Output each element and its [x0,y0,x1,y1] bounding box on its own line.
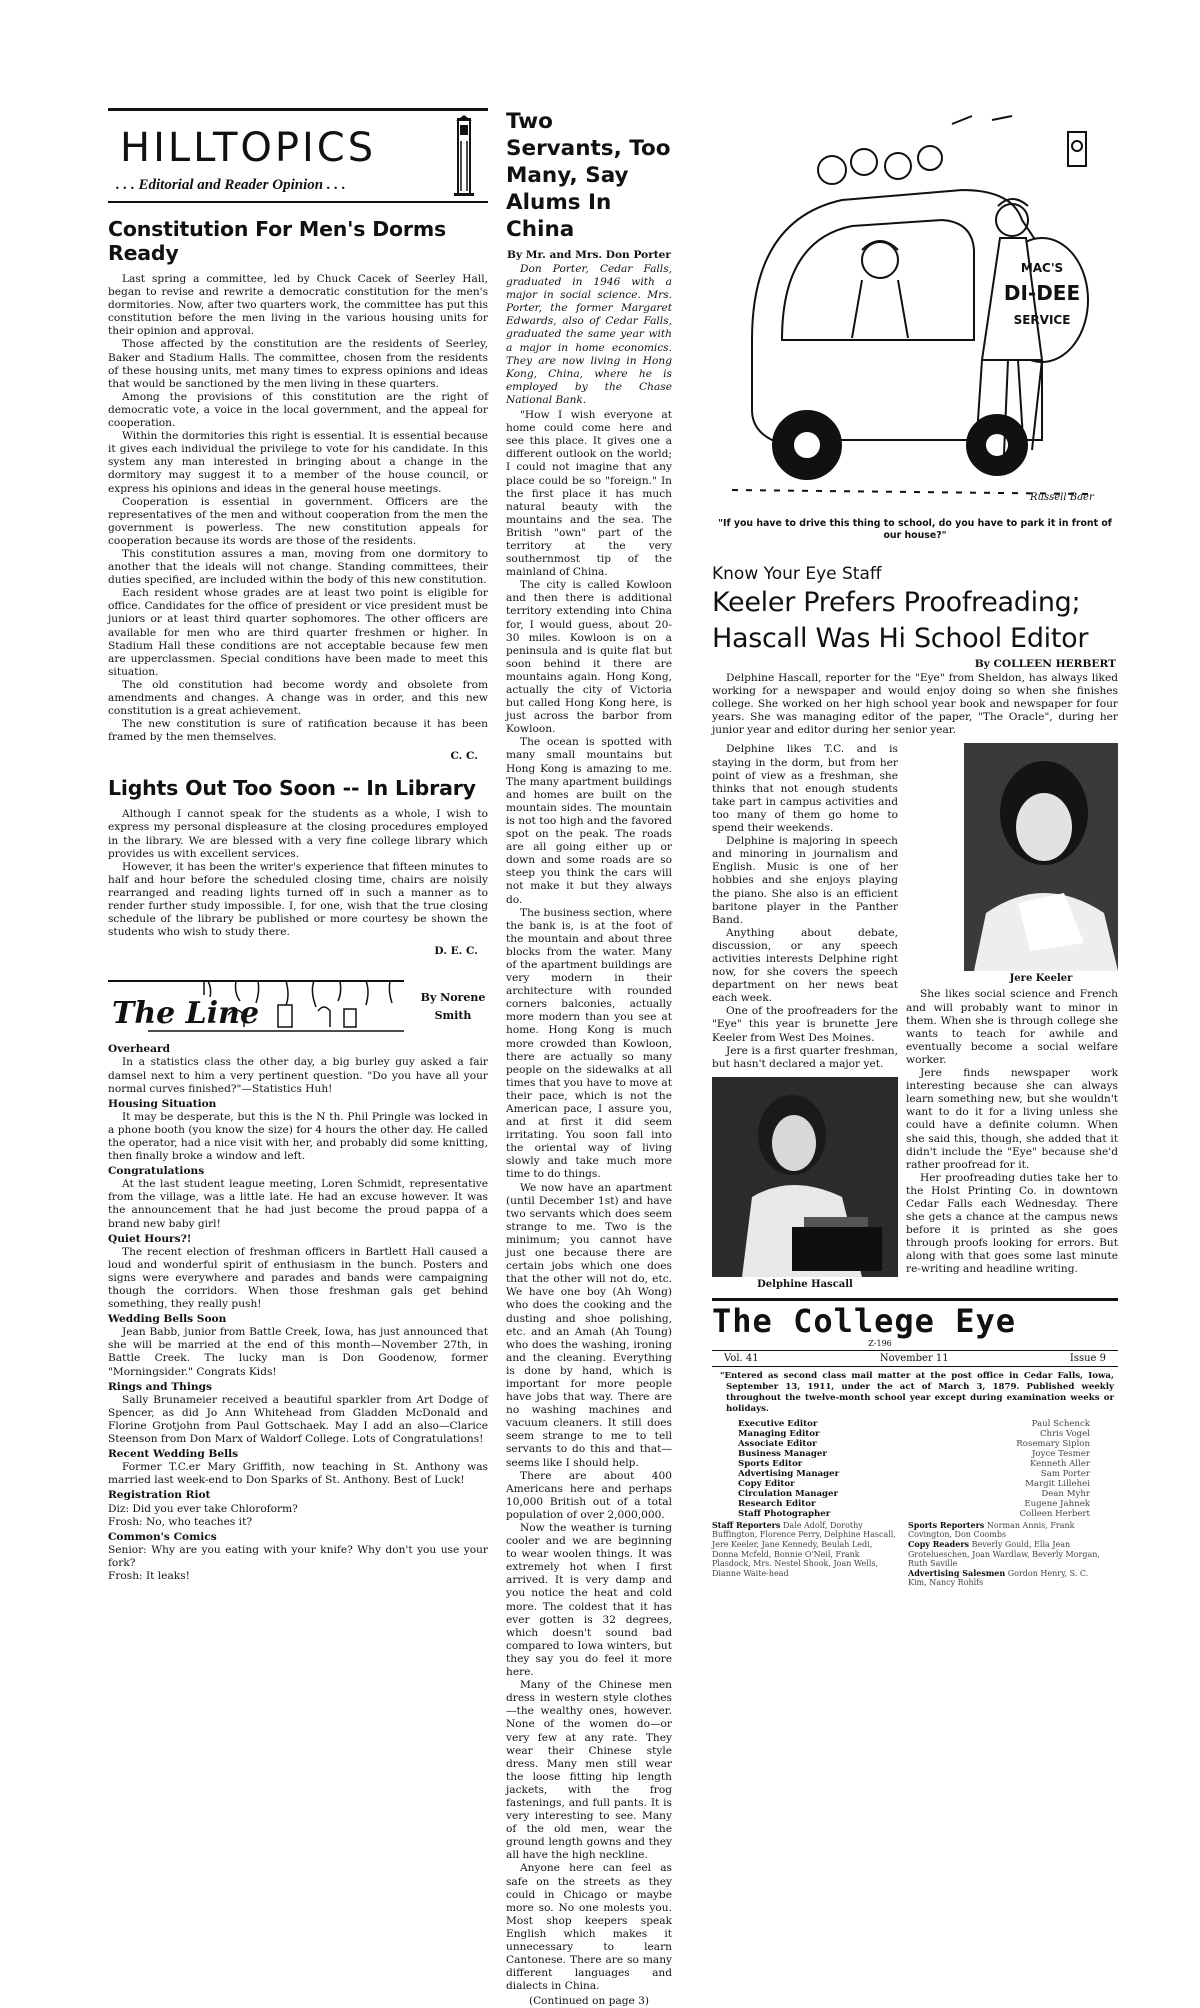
item-label: Wedding Bells Soon [108,1313,227,1326]
staff-name: Dean Myhr [1041,1488,1090,1499]
paragraph: Anyone here can feel as safe on the streets as they could in Chicago or maybe more so. No one molests you. Most shop keepers speak English which makes it unnecessary to learn Cantonese. There are so many different languages and dialects in China. [506,1862,672,1993]
the-line-body [108,1043,488,1583]
list-names: Dale Adolf, Dorothy Buffington, Florence Perry, Delphine Hascall, Jere Keeler, Jane Kennedy, Beulah Ledi, Donna Mcfeld, Bonnie O'Neil, Frank Plasdock, Mrs. Nestel Shook, Joan Wells, Dianne Waite-head [712,1520,896,1578]
volume-number: Vol. 41 [724,1352,759,1364]
paragraph: The ocean is spotted with many small mountains but Hong Kong is amazing to me. The many apartment buildings and homes are built on the mountain sides. The mountain is not too high and the favored spot on the peak. The roads are all going either up or down and some roads are so steep you think the cars will not make it but they always do. [506,736,672,906]
list-names: Gordon Henry, S. C. Kim, Nancy Rohlfs [908,1568,1089,1588]
staff-row [738,1469,1090,1479]
dialogue-line: Diz: Did you ever take Chloroform? [108,1502,298,1515]
paragraph: Her proofreading duties take her to the Holst Printing Co. in downtown Cedar Falls each Wednesday. There she gets a chance at the campus news before it is printed as she goes through proofs looking for errors. But along with that goes some last minute re-writing and headline writing. [906,1171,1118,1276]
list-names: Norman Annis, Frank Covington, Don Coombs [908,1520,1075,1540]
staff-role: Staff Photographer [738,1508,831,1519]
staff-row [738,1479,1090,1489]
staff-role: Copy Editor [738,1478,795,1489]
paragraph: Delphine Hascall, reporter for the "Eye" from Sheldon, has always liked working for a newspaper and would enjoy doing so when she finishes college. She worked on her high school year book and newspaper for four years. She was managing editor of the paper, "The Oracle", during her junior year and editor during her senior year. [712,672,1118,737]
delphine-hascall-photo [712,1077,898,1277]
article-kicker: Know Your Eye Staff [712,564,882,584]
list-label: Advertising Salesmen [908,1567,1006,1578]
item-label: Recent Wedding Bells [108,1448,239,1461]
staff-name: Margit Lillehei [1025,1478,1090,1489]
cartoon-drawing [712,110,1118,510]
portrait-photo-drawing [964,743,1118,971]
issue-number: Issue 9 [1069,1352,1106,1364]
paragraph: She likes social science and French and will probably want to minor in them. When she is through college she wants to teach for awhile and eventually become a social welfare worker. [906,988,1118,1066]
article-headline-line: Hascall Was Hi School Editor [712,623,1089,654]
byline-line: Smith [434,1009,472,1023]
sports-reporters [908,1521,1108,1540]
paragraph: However, it has been the writer's experience that fifteen minutes to half and hour before the scheduled closing time, chairs are noisily rearranged and reading lights turned off in such a manner as to render further study impossible. I, for one, wish that the true closing schedule of the library be published or more courtesy be shown the students who wish to study there. [108,860,488,939]
profile-right [906,743,1118,1293]
article-headline-line: Keeler Prefers Proofreading; [712,587,1081,618]
campanile-icon [446,115,482,197]
the-line-logo [108,975,408,1041]
item-label: Housing Situation [108,1097,217,1110]
typist-photo-drawing [712,1077,898,1277]
item-text: At the last student league meeting, Loren Schmidt, representative from the village, was a little late. He had an excuse however. It was the announcement that he had just become the proud pappa of a brand new baby girl! [108,1178,488,1230]
item-text: In a statistics class the other day, a big burley guy asked a fair damsel next to him a very pertinent question. "Do you have all your normal curves finished?"—Statistics Huh! [108,1056,488,1095]
sign-line: DI-DEE [1003,281,1081,305]
article-headline: Lights Out Too Soon -- In Library [108,776,476,801]
staff-row [738,1499,1090,1509]
article-body [108,273,488,744]
the-line-logo-text: The Line [112,996,260,1032]
staff-row [738,1509,1090,1519]
copy-readers [908,1540,1108,1569]
staff-role: Circulation Manager [738,1488,839,1499]
article-body [108,808,488,939]
profile-left [712,743,898,1293]
paragraph: The city is called Kowloon and then there is additional territory extending into China for, I would guess, about 20-30 miles. Kowloon is on a peninsula and is quite flat but soon behind it there are mountains again. Hong Kong, actually the city of Victoria but called Hong Kong here, is just across the barbor from Kowloon. [506,579,672,736]
paragraph: Many of the Chinese men dress in western style clothes—the wealthy ones, however. None of the women do—or very few at any rate. They wear their Chinese style dress. Many men still wear the loose fitting hip length jackets, with the frog fastenings, and full pants. It is very interesting to see. Many of the old men, wear the ground length gowns and they all have the high neckline. [506,1679,672,1862]
china-article-column [506,108,673,2008]
list-label: Staff Reporters [712,1519,781,1530]
item-label: Congratulations [108,1165,205,1178]
staff-role: Advertising Manager [738,1468,840,1479]
sign-line: SERVICE [1013,313,1071,327]
paragraph: "How I wish everyone at home could come here and see this place. It gives one a different outlook on the world; I could not imagine that any place could be so "foreign." In the first place it has much natural beauty with the mountains and the sea. The British "own" part of the territory at the very southernmost tip of the mainland of China. [506,409,672,579]
paragraph: Although I cannot speak for the students as a whole, I wish to express my personal displeasure at the closing procedures employed in the library. We are blessed with a very fine college library which provides us with excellent services. [108,808,488,860]
photo-caption: Jere Keeler [1009,973,1073,985]
paragraph: The old constitution had become wordy and obsolete from amendments and changes. A change was in order, and this new constitution is a great achievement. [108,678,488,718]
paragraph: Cooperation is essential in government. Officers are the representatives of the men and without cooperation from the men the government is powerless. The new constitution appeals for cooperation because its words are those of the residents. [108,495,488,547]
paragraph: Delphine likes T.C. and is staying in the dorm, but from her point of view as a freshman, she thinks that not enough students take part in campus activities and too many of them go home to spend their weekends. [712,743,898,835]
staff-row [738,1489,1090,1499]
masthead-code: Z-196 [868,1338,892,1348]
staff-lists [712,1521,1118,1588]
editorial-column [108,108,488,1660]
item-label: Quiet Hours?! [108,1232,192,1245]
item-text: It may be desperate, but this is the N th. Phil Pringle was locked in a phone booth (you know the size) for 4 hours the other day. He called the operator, had a nice visit with her, and probably did some knitting, then finally broke a window and left. [108,1110,488,1163]
artist-signature: Russell Baer [1030,492,1094,503]
staff-name: Chris Vogel [1039,1428,1090,1439]
staff-name: Joyce Tesmer [1031,1448,1090,1459]
paragraph: There are about 400 Americans here and perhaps 10,000 British out of a total population of over 2,000,000. [506,1469,672,1521]
paragraph: We now have an apartment (until December 1st) and have two servants which does seem strange to me. Two is the minimum; you cannot have just one because there are certain jobs which one does that the other will not do, etc. We have one boy (Ah Wong) who does the cooking and the dusting and shoe polishing, etc. and an Amah (Ah Toung) who does the washing, ironing and the cleaning. Everything is done by hand, which is important for more people have jobs that way. There are no washing machines and vacuum cleaners. It still does seem strange to me to tell servants to do this and that—seems like I should help. [506,1181,672,1469]
article-headline: Constitution For Men's Dorms Ready [108,217,446,265]
section-title: HILLTOPICS [120,125,377,171]
issue-bar [712,1350,1118,1367]
staff-role: Executive Editor [738,1418,818,1429]
item-label: Common's Comics [108,1530,217,1543]
column-byline [418,989,488,1025]
list-names: Beverly Gould, Ella Jean Grotelueschen, Joan Wardlaw, Beverly Morgan, Ruth Saville [908,1540,1100,1569]
staff-role: Sports Editor [738,1458,803,1469]
masthead [712,1298,1118,1588]
item-text: Former T.C.er Mary Griffith, now teaching in St. Anthony was married last week-end to Don Sparks of St. Anthony. Best of Luck! [108,1461,488,1487]
staff-role: Managing Editor [738,1428,820,1439]
dialogue-line: Frosh: It leaks! [108,1569,190,1582]
paragraph: Within the dormitories this right is essential. It is essential because it gives each individual the privilege to vote for his candidate. In this system any man interested in bringing about a change in the dormitory may suggest it to a member of the house council, or express his opinions and ideas in the general house meetings. [108,430,488,495]
item-text: Sally Brunameier received a beautiful sparkler from Art Dodge of Spencer, as did Jo Ann Whitehead from Gladden McDonald and Florine Grotjohn from Paul Gottschaek. May I add an also—Clarice Steenson from Don Marx of Waldorf College. Lots of Congratulations! [108,1393,488,1446]
staff-directory [738,1419,1090,1519]
staff-name: Rosemary Siplon [1016,1438,1090,1449]
article-byline: By Mr. and Mrs. Don Porter [506,249,671,261]
list-label: Copy Readers [908,1539,970,1549]
article-headline: Two Servants, Too Many, Say Alums In China [506,109,671,242]
issue-date: November 11 [879,1352,949,1364]
staff-name: Eugene Jahnek [1024,1498,1090,1509]
continued-note: (Continued on page 3) [528,1995,650,2008]
staff-role: Business Manager [738,1448,827,1459]
the-line-header [108,975,488,1041]
paragraph: Each resident whose grades are at least two point is eligible for office. Candidates for the office of president or vice president must be juniors or at least third quarter sophomores. The other officers are available for men who are third quarter freshmen or higher. In Stadium Hall these conditions are not acceptable because few men are upperclassmen. Special conditions have been made to meet this situation. [108,587,488,678]
item-text: The recent election of freshman officers in Bartlett Hall caused a loud and wonderful spirit of enthusiasm in the bunch. Posters and signs were everywhere and parades and bands were campaigning though the corridors. When those freshman gals get behind something, they really push! [108,1245,488,1311]
staff-reporters [712,1521,898,1588]
paragraph: Those affected by the constitution are the residents of Seerley, Baker and Stadium Halls. The committee, chosen from the residents of these housing units, met many times to express opinions and ideas that would be sanctioned by the men living in these quarters. [108,338,488,390]
dialogue-line: Senior: Why are you eating with your knife? Why don't you use your fork? [108,1543,488,1569]
paragraph: The new constitution is sure of ratification because it has been framed by the men themselves. [108,718,488,744]
paragraph: Anything about debate, discussion, or any speech activities interests Delphine right now, for she covers the speech department on her news beat each week. [712,926,898,1005]
paragraph: Delphine is majoring in speech and minoring in journalism and English. Music is one of her hobbies and she enjoys playing the piano. She also is an efficient baritone player in the Panther Band. [712,835,898,926]
paragraph: This constitution assures a man, moving from one dormitory to another that the ideals will not change. Standing committees, their duties specified, are included within the body of this new constitution. [108,547,488,587]
paragraph: Now the weather is turning cooler and we are beginning to wear woolen things. It was extremely hot when I first arrived. It is very damp and you notice the heat and cold more. The coldest that it has ever gotten is 32 degrees, which doesn't sound bad compared to Iowa winters, but they say you do feel it more here. [506,1522,672,1679]
jere-keeler-photo [964,743,1118,971]
profile-layout [712,743,1118,1293]
staff-name: Colleen Herbert [1019,1508,1090,1519]
paragraph: One of the proofreaders for the "Eye" this year is brunette Jere Keeler from West Des Moines. [712,1005,898,1044]
item-label: Overheard [108,1043,171,1056]
paragraph: Jere finds newspaper work interesting because she can always learn something new, but she wouldn't want to do it for a living unless she could have a definite column. When she said this, though, she added that it didn't include the "Eye" because she'd rather proofread for it. [906,1067,1118,1171]
paragraph: Jere is a first quarter freshman, but hasn't declared a major yet. [712,1044,898,1070]
dialogue-line: Frosh: No, who teaches it? [108,1515,253,1528]
photo-caption: Delphine Hascall [757,1278,853,1290]
paragraph: The business section, where the bank is, is at the foot of the mountain and about three blocks from the water. Many of the apartment buildings are very modern in their architecture with rounded corners balconies, actually more modern than you see at home. Hong Kong is much more crowded than Kowloon, there are actually so many people on the sidewalks at all times that you have to move at their pace, which is not the American pace, I assure you, and at first it did seem irritating. You soon fall into the oriental way of living slowly and take much more time to do things. [506,906,673,1181]
article-byline: By COLLEEN HERBERT [974,658,1116,670]
mailing-notice: "Entered as second class mail matter at the post office in Cedar Falls, Iowa, September 13, 1911, under the act of March 3, 1879. Published weekly throughout the twelve-month school year except during examination weeks or holidays. [720,1370,1114,1414]
item-label: Rings and Things [108,1380,212,1393]
author-initials: C. C. [450,750,478,763]
cartoon-illustration [712,110,1118,542]
staff-role: Associate Editor [738,1438,817,1449]
article-intro: Don Porter, Cedar Falls, graduated in 1946 with a major in social science. Mrs. Porter, the former Margaret Edwards, also of Cedar Falls, graduated the same year with a major in home economics. They are now living in Hong Kong, China, where he is employed by the Chase National Bank. [506,263,672,406]
item-label: Registration Riot [108,1489,211,1502]
section-subtitle: . . . Editorial and Reader Opinion . . . [116,177,346,193]
staff-name: Paul Schenck [1031,1418,1090,1429]
other-staff-lists [908,1521,1108,1588]
advertising-salesmen [908,1569,1108,1588]
staff-row [738,1419,1090,1429]
paragraph: Last spring a committee, led by Chuck Cacek of Seerley Hall, began to revise and rewrite a democratic constitution for the men's dormitories. Now, after two quarters work, the committee has put this constitution before the men living in the various housing units for their opinion and approval. [108,273,488,338]
staff-role: Research Editor [738,1498,816,1509]
cartoon-caption: "If you have to drive this thing to school, do you have to park it in front of our house?" [718,518,1112,541]
item-text: Jean Babb, junior from Battle Creek, Iowa, has just announced that she will be married at the end of this month—November 27th, in Battle Creek. The lucky man is Don Goodenow, former "Morningsider." Congrats Kids! [108,1326,488,1378]
author-initials: D. E. C. [434,945,478,958]
staff-row [738,1449,1090,1459]
staff-name: Kenneth Aller [1029,1458,1090,1469]
masthead-title: The College Eye [712,1301,1016,1340]
byline-line: By Norene [420,991,486,1005]
staff-row [738,1459,1090,1469]
staff-row [738,1439,1090,1449]
paragraph: Among the provisions of this constitution are the right of democratic vote, a voice in the local government, and the appeal for cooperation. [108,390,488,430]
sign-line: MAC'S [1020,261,1064,275]
right-column [712,110,1118,1662]
hilltopics-header [108,108,488,203]
staff-row [738,1429,1090,1439]
list-label: Sports Reporters [908,1519,985,1530]
staff-name: Sam Porter [1040,1468,1090,1479]
